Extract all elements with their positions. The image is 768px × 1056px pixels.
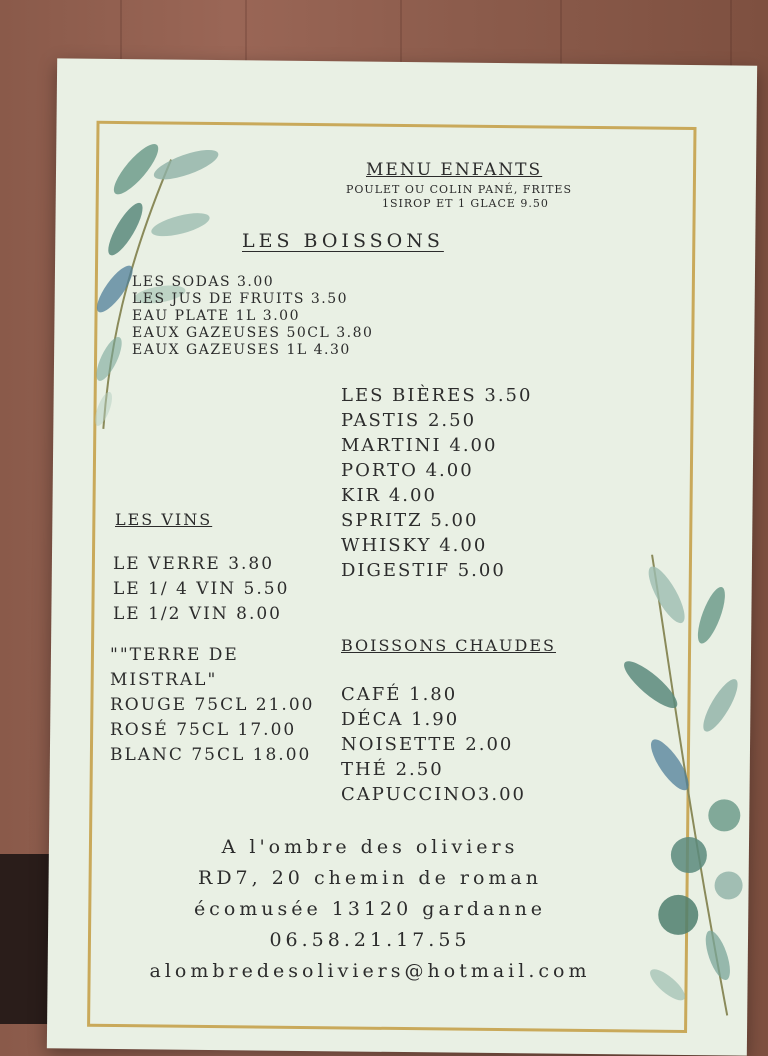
vins-list [113,552,289,627]
chaude-item: DÉCA 1.90 [341,709,460,730]
menu-enfants-line2: 1SIROP ET 1 GLACE 9.50 [382,197,549,210]
vin-item: LE VERRE 3.80 [113,554,275,574]
phone-number: 06.58.21.17.55 [269,929,471,951]
address-line2: écomusée 13120 gardanne [193,898,547,920]
boissons-item: LES SODAS 3.00 [132,274,275,290]
alcool-item: PORTO 4.00 [341,460,474,481]
restaurant-name: A l'ombre des oliviers [221,836,519,858]
boissons-chaudes-title: BOISSONS CHAUDES [341,636,556,655]
terre-line: ""TERRE DE [110,645,239,665]
boissons-title: LES BOISSONS [242,230,444,252]
vin-color-item: ROUGE 75CL 21.00 [110,695,315,715]
alcool-item: DIGESTIF 5.00 [341,560,506,581]
chaude-item: CAFÉ 1.80 [341,684,458,705]
alcool-item: MARTINI 4.00 [341,435,498,456]
alcool-item: SPRITZ 5.00 [341,510,479,531]
menu-enfants-title: MENU ENFANTS [366,160,543,180]
vin-color-item: ROSÉ 75CL 17.00 [110,720,297,740]
chaude-item: THÉ 2.50 [341,759,444,780]
alcools-list [341,383,532,583]
alcool-item: LES BIÈRES 3.50 [341,385,533,406]
email-address: alombredesoliviers@hotmail.com [149,960,591,982]
boissons-item: EAUX GAZEUSES 50CL 3.80 [132,325,374,341]
alcool-item: KIR 4.00 [341,485,437,506]
vin-item: LE 1/ 4 VIN 5.50 [113,579,290,599]
chaude-item: NOISETTE 2.00 [341,734,514,755]
alcool-item: WHISKY 4.00 [341,535,488,556]
vins-title: LES VINS [115,510,213,529]
vin-color-item: BLANC 75CL 18.00 [110,745,312,765]
menu-enfants-line1: POULET OU COLIN PANÉ, FRITES [346,183,572,196]
footer-contact [100,832,640,987]
mistral-line: MISTRAL" [110,670,218,690]
terre-de-mistral [110,643,314,768]
vin-item: LE 1/2 VIN 8.00 [113,604,282,624]
boissons-list [132,274,373,359]
address-line1: RD7, 20 chemin de roman [198,867,542,889]
alcool-item: PASTIS 2.50 [341,410,477,431]
boissons-item: EAU PLATE 1L 3.00 [132,308,300,324]
chaude-item: CAPUCCINO3.00 [341,784,526,805]
boissons-item: LES JUS DE FRUITS 3.50 [132,291,349,307]
boissons-item: EAUX GAZEUSES 1L 4.30 [132,342,351,358]
chaudes-list [341,682,526,807]
